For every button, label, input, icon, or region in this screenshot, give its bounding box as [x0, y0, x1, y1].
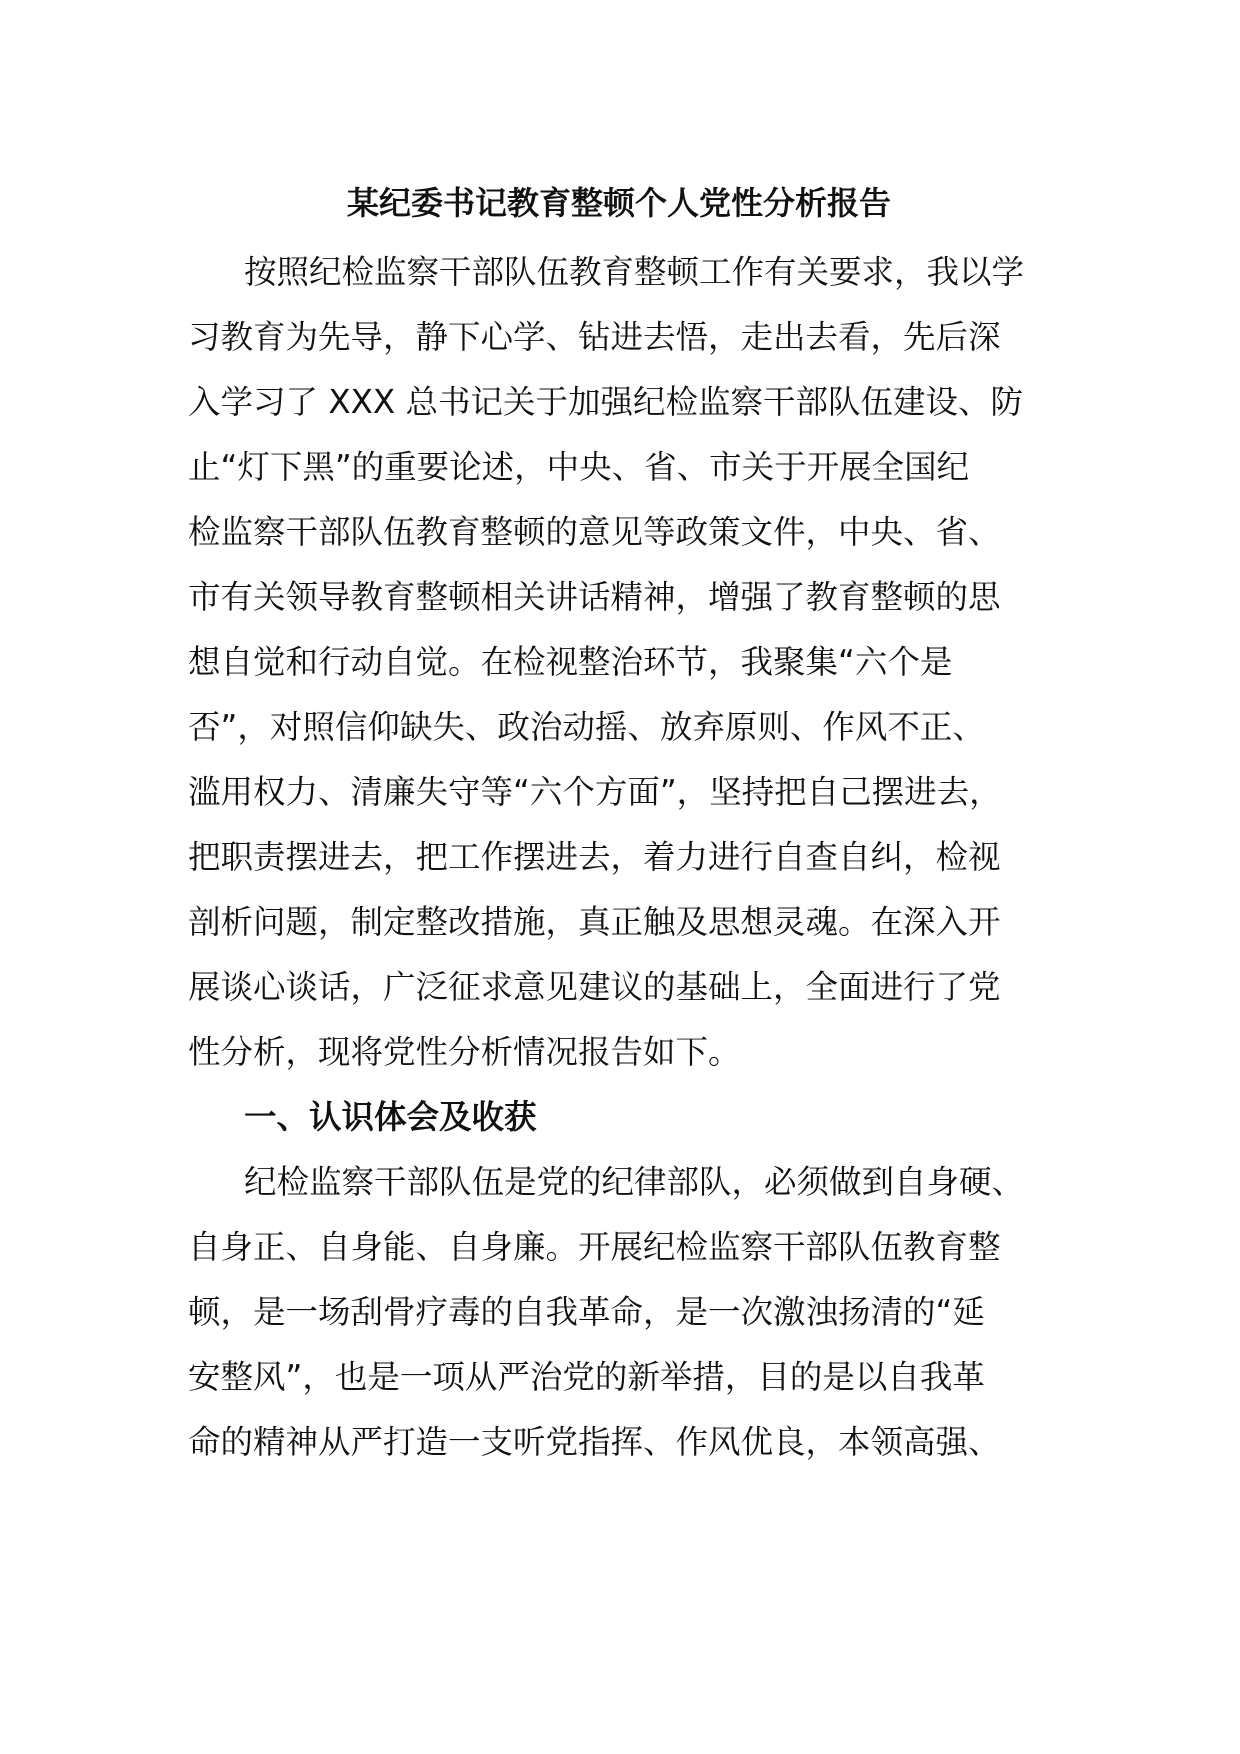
text-line: 自身正、自身能、自身廉。开展纪检监察干部队伍教育整 — [188, 1228, 1001, 1266]
text-line: 入学习了 XXX 总书记关于加强纪检监察干部队伍建设、防 — [188, 383, 1023, 421]
text-line: 检监察干部队伍教育整顿的意见等政策文件，中央、省、 — [188, 513, 1001, 551]
paragraph-intro — [188, 240, 1050, 1085]
text-line: 按照纪检监察干部队伍教育整顿工作有关要求，我以学 — [244, 253, 1025, 291]
text-line: 习教育为先导，静下心学、钻进去悟，走出去看，先后深 — [188, 318, 1001, 356]
section-heading: 一、认识体会及收获 — [244, 1098, 537, 1136]
text-line: 安整风”，也是一项从严治党的新举措，目的是以自我革 — [188, 1358, 985, 1396]
text-line: 命的精神从严打造一支听党指挥、作风优良，本领高强、 — [188, 1423, 1001, 1461]
document-title: 某纪委书记教育整顿个人党性分析报告 — [346, 184, 891, 222]
document-body — [188, 176, 1050, 1475]
text-line: 止“灯下黑”的重要论述，中央、省、市关于开展全国纪 — [188, 448, 970, 486]
text-line: 市有关领导教育整顿相关讲话精神，增强了教育整顿的思 — [188, 578, 1001, 616]
text-line: 滥用权力、清廉失守等“六个方面”，坚持把自己摆进去， — [188, 773, 1002, 811]
text-line: 否”，对照信仰缺失、政治动摇、放弃原则、作风不正、 — [188, 708, 985, 746]
text-line: 把职责摆进去，把工作摆进去，着力进行自查自纠，检视 — [188, 838, 1001, 876]
paragraph-section-1 — [188, 1150, 1050, 1475]
text-line: 纪检监察干部队伍是党的纪律部队，必须做到自身硬、 — [244, 1163, 1025, 1201]
text-line: 顿，是一场刮骨疗毒的自我革命，是一次激浊扬清的“延 — [188, 1293, 985, 1331]
text-line: 想自觉和行动自觉。在检视整治环节，我聚集“六个是 — [188, 643, 953, 681]
text-line: 剖析问题，制定整改措施，真正触及思想灵魂。在深入开 — [188, 903, 1001, 941]
text-line: 展谈心谈话，广泛征求意见建议的基础上，全面进行了党 — [188, 968, 1001, 1006]
text-line: 性分析，现将党性分析情况报告如下。 — [188, 1033, 741, 1071]
